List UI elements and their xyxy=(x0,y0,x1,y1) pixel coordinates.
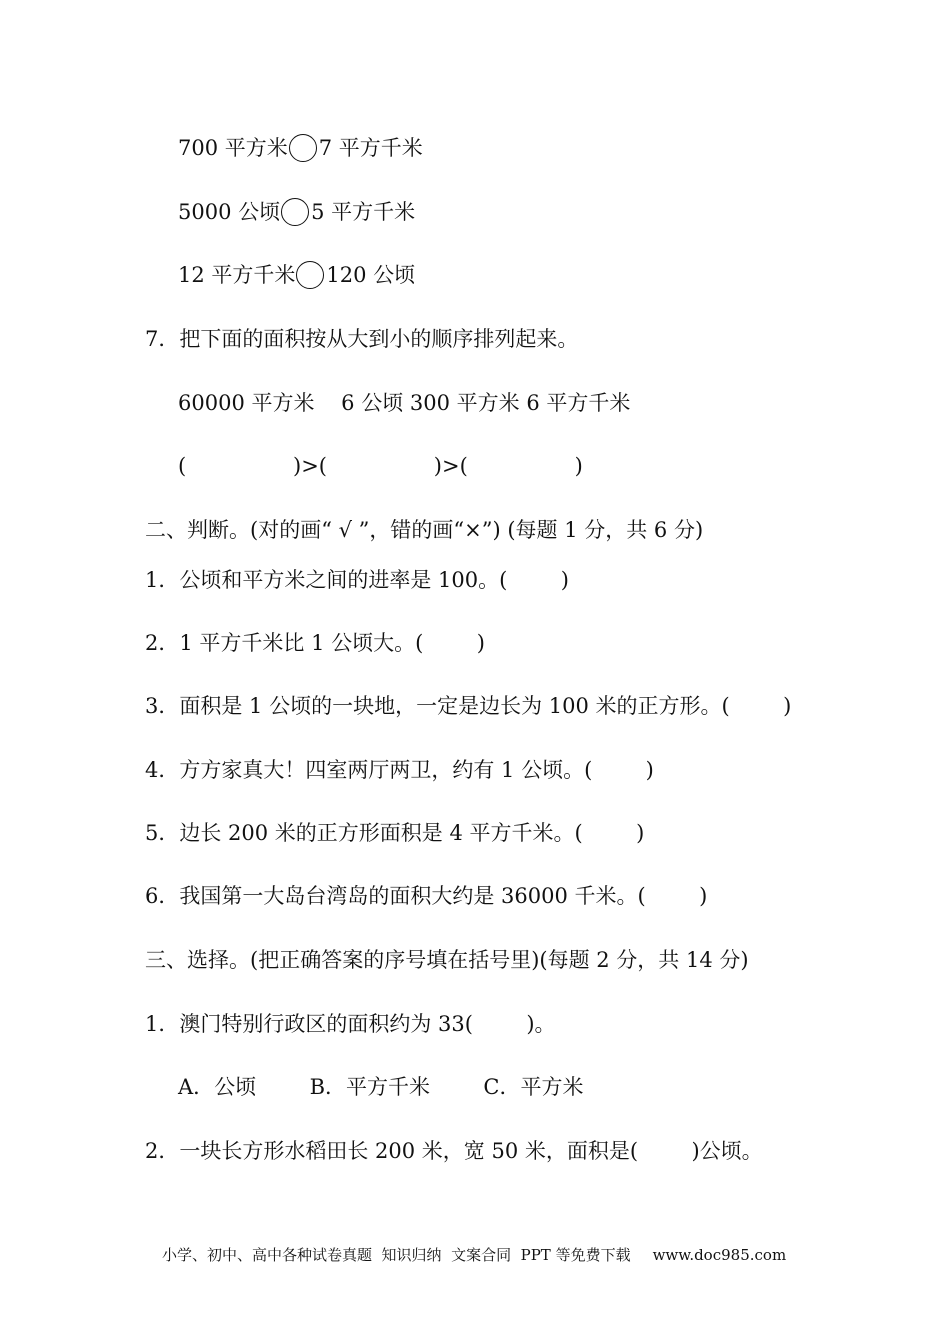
choice-question-2[interactable]: 2．一块长方形水稻田长 200 米，宽 50 米，面积是( )公顷。 xyxy=(145,1139,763,1163)
compare-left-1: 700 平方米 xyxy=(178,136,288,160)
compare-left-3: 12 平方千米 xyxy=(178,263,296,287)
judge-item-2[interactable]: 2．1 平方千米比 1 公顷大。( ) xyxy=(145,631,485,655)
compare-line-2 xyxy=(178,198,415,226)
judge-item-6[interactable]: 6．我国第一大岛台湾岛的面积大约是 36000 千米。( ) xyxy=(145,884,708,908)
choice-question-1[interactable]: 1．澳门特别行政区的面积约为 33( )。 xyxy=(145,1012,556,1036)
compare-right-3: 120 公顷 xyxy=(326,263,416,287)
judge-item-4[interactable]: 4．方方家真大！四室两厅两卫，约有 1 公顷。( ) xyxy=(145,758,654,782)
compare-left-2: 5000 公顷 xyxy=(178,200,281,224)
judge-item-3[interactable]: 3．面积是 1 公顷的一块地，一定是边长为 100 米的正方形。( ) xyxy=(145,694,792,718)
compare-right-2: 5 平方千米 xyxy=(311,200,416,224)
judge-item-1[interactable]: 1．公顷和平方米之间的进率是 100。( ) xyxy=(145,568,569,592)
choice-question-1-options[interactable]: A．公顷 B．平方千米 C．平方米 xyxy=(178,1075,584,1099)
compare-line-1 xyxy=(178,134,423,162)
judge-item-5[interactable]: 5．边长 200 米的正方形面积是 4 平方千米。( ) xyxy=(145,821,645,845)
footer-text: 小学、初中、高中各种试卷真题 知识归纳 文案合同 PPT 等免费下载 xyxy=(162,1246,631,1264)
q7-order-blanks[interactable]: ( )>( )>( ) xyxy=(178,454,583,478)
page-footer xyxy=(162,1244,786,1266)
footer-url[interactable]: www.doc985.com xyxy=(652,1246,787,1264)
section3-heading: 三、选择。(把正确答案的序号填在括号里)(每题 2 分，共 14 分) xyxy=(145,948,749,972)
section2-heading: 二、判断。(对的画“ √ ”，错的画“×”) (每题 1 分，共 6 分) xyxy=(145,518,704,542)
q7-items: 60000 平方米 6 公顷 300 平方米 6 平方千米 xyxy=(178,391,631,415)
compare-right-1: 7 平方千米 xyxy=(318,136,423,160)
compare-circle-2[interactable] xyxy=(281,198,309,226)
q7-title: 7．把下面的面积按从大到小的顺序排列起来。 xyxy=(145,327,579,351)
compare-circle-1[interactable] xyxy=(289,134,317,162)
compare-line-3 xyxy=(178,261,415,289)
compare-circle-3[interactable] xyxy=(296,261,324,289)
